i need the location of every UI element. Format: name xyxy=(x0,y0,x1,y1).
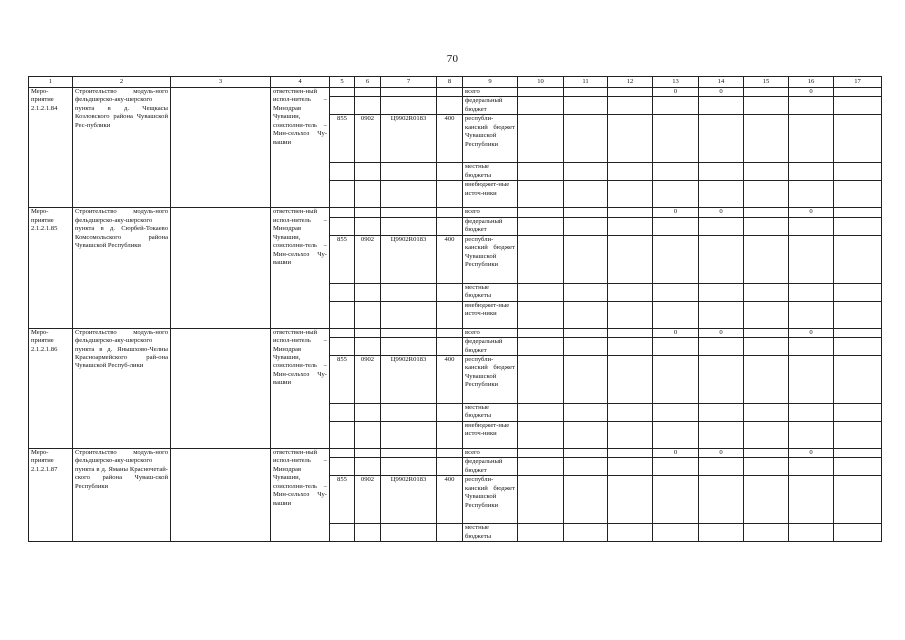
grbs-cell xyxy=(330,448,355,457)
vr-cell xyxy=(437,181,463,208)
value-cell-col15 xyxy=(744,524,789,542)
value-cell-col11 xyxy=(564,217,608,235)
value-cell-col16 xyxy=(789,115,834,163)
vr-cell xyxy=(437,97,463,115)
csr-cell xyxy=(381,301,437,328)
value-cell-col16: 0 xyxy=(789,448,834,457)
vr-cell xyxy=(437,524,463,542)
value-cell-col12 xyxy=(608,355,653,403)
value-cell-col11 xyxy=(564,97,608,115)
table-row xyxy=(29,328,882,337)
header-cell: 9 xyxy=(463,77,518,88)
value-cell-col14: 0 xyxy=(699,208,744,217)
value-cell-col12 xyxy=(608,181,653,208)
value-cell-col17 xyxy=(834,208,882,217)
vr-cell xyxy=(437,283,463,301)
value-cell-col16 xyxy=(789,283,834,301)
value-cell-col12 xyxy=(608,97,653,115)
rzpr-cell xyxy=(355,403,381,421)
value-cell-col13 xyxy=(653,338,699,356)
rzpr-cell xyxy=(355,328,381,337)
value-cell-col16 xyxy=(789,235,834,283)
header-cell: 1 xyxy=(29,77,73,88)
value-cell-col14 xyxy=(699,403,744,421)
value-cell-col14 xyxy=(699,524,744,542)
value-cell-col17 xyxy=(834,403,882,421)
value-cell-col16 xyxy=(789,421,834,448)
value-cell-col15 xyxy=(744,217,789,235)
vr-cell xyxy=(437,448,463,457)
value-cell-col17 xyxy=(834,283,882,301)
rzpr-cell xyxy=(355,97,381,115)
header-cell: 4 xyxy=(271,77,330,88)
value-cell-col15 xyxy=(744,181,789,208)
executor: ответствен-ный испол-нитель – Минздрав Чувашии, соисполни-тель – Мин-сельхоз Чу-вашии xyxy=(271,448,330,541)
value-cell-col14 xyxy=(699,301,744,328)
value-cell-col16 xyxy=(789,97,834,115)
value-cell-col17 xyxy=(834,458,882,476)
value-cell-col16 xyxy=(789,476,834,524)
activity-code: Меро-приятие 2.1.2.1.85 xyxy=(29,208,73,328)
value-cell-col11 xyxy=(564,476,608,524)
grbs-cell xyxy=(330,163,355,181)
activity-description: Строительство модуль-ного фельдшерско-аку-шерского пункта в д. Янышхово-Челны Красноармейского рай-она Чувашской Респуб-лики xyxy=(73,328,171,448)
value-cell-col10 xyxy=(518,403,564,421)
value-cell-col11 xyxy=(564,524,608,542)
value-cell-col11 xyxy=(564,235,608,283)
activity-description: Строительство модуль-ного фельдшерско-аку-шерского пункта в д. Сюрбей-Токаево Комсомольского района Чувашской Республики xyxy=(73,208,171,328)
value-cell-col14 xyxy=(699,338,744,356)
csr-cell: Ц9902R0183 xyxy=(381,476,437,524)
value-cell-col10 xyxy=(518,163,564,181)
funding-source: всего xyxy=(463,208,518,217)
funding-source: внебюджет-ные источ-ники xyxy=(463,301,518,328)
rzpr-cell xyxy=(355,217,381,235)
value-cell-col11 xyxy=(564,301,608,328)
value-cell-col15 xyxy=(744,448,789,457)
value-cell-col17 xyxy=(834,355,882,403)
value-cell-col10 xyxy=(518,115,564,163)
grbs-cell: 855 xyxy=(330,476,355,524)
value-cell-col14 xyxy=(699,421,744,448)
value-cell-col12 xyxy=(608,338,653,356)
vr-cell: 400 xyxy=(437,235,463,283)
value-cell-col15 xyxy=(744,421,789,448)
value-cell-col16 xyxy=(789,181,834,208)
csr-cell xyxy=(381,338,437,356)
funding-source: всего xyxy=(463,328,518,337)
value-cell-col12 xyxy=(608,208,653,217)
activity-code: Меро-приятие 2.1.2.1.86 xyxy=(29,328,73,448)
vr-cell xyxy=(437,421,463,448)
grbs-cell xyxy=(330,421,355,448)
executor: ответствен-ный испол-нитель – Минздрав Чувашии, соисполни-тель – Мин-сельхоз Чу-вашии xyxy=(271,88,330,208)
funding-source: федеральный бюджет xyxy=(463,338,518,356)
csr-cell xyxy=(381,283,437,301)
value-cell-col11 xyxy=(564,163,608,181)
grbs-cell xyxy=(330,524,355,542)
value-cell-col11 xyxy=(564,115,608,163)
csr-cell xyxy=(381,163,437,181)
value-cell-col15 xyxy=(744,458,789,476)
funding-source: местные бюджеты xyxy=(463,524,518,542)
value-cell-col14 xyxy=(699,163,744,181)
value-cell-col11 xyxy=(564,328,608,337)
value-cell-col15 xyxy=(744,328,789,337)
header-row xyxy=(29,77,882,88)
value-cell-col12 xyxy=(608,448,653,457)
value-cell-col15 xyxy=(744,338,789,356)
value-cell-col12 xyxy=(608,115,653,163)
value-cell-col15 xyxy=(744,97,789,115)
value-cell-col14 xyxy=(699,97,744,115)
csr-cell xyxy=(381,208,437,217)
value-cell-col10 xyxy=(518,458,564,476)
value-cell-col17 xyxy=(834,301,882,328)
csr-cell xyxy=(381,403,437,421)
value-cell-col14: 0 xyxy=(699,448,744,457)
csr-cell: Ц9902R0183 xyxy=(381,115,437,163)
value-cell-col12 xyxy=(608,458,653,476)
value-cell-col16 xyxy=(789,301,834,328)
value-cell-col17 xyxy=(834,524,882,542)
rzpr-cell: 0902 xyxy=(355,115,381,163)
csr-cell xyxy=(381,524,437,542)
funding-source: федеральный бюджет xyxy=(463,458,518,476)
value-cell-col16 xyxy=(789,163,834,181)
csr-cell xyxy=(381,421,437,448)
grbs-cell xyxy=(330,458,355,476)
grbs-cell xyxy=(330,328,355,337)
funding-source: федеральный бюджет xyxy=(463,97,518,115)
value-cell-col14: 0 xyxy=(699,88,744,97)
header-cell: 7 xyxy=(381,77,437,88)
grbs-cell xyxy=(330,97,355,115)
header-cell: 17 xyxy=(834,77,882,88)
value-cell-col13 xyxy=(653,421,699,448)
header-cell: 11 xyxy=(564,77,608,88)
csr-cell xyxy=(381,458,437,476)
grbs-cell: 855 xyxy=(330,115,355,163)
value-cell-col15 xyxy=(744,283,789,301)
value-cell-col17 xyxy=(834,448,882,457)
funding-source: федеральный бюджет xyxy=(463,217,518,235)
value-cell-col17 xyxy=(834,421,882,448)
value-cell-col10 xyxy=(518,181,564,208)
activity-code: Меро-приятие 2.1.2.1.84 xyxy=(29,88,73,208)
vr-cell xyxy=(437,338,463,356)
value-cell-col12 xyxy=(608,88,653,97)
value-cell-col11 xyxy=(564,403,608,421)
vr-cell: 400 xyxy=(437,476,463,524)
value-cell-col11 xyxy=(564,355,608,403)
csr-cell xyxy=(381,181,437,208)
value-cell-col10 xyxy=(518,217,564,235)
value-cell-col15 xyxy=(744,208,789,217)
value-cell-col14 xyxy=(699,476,744,524)
funding-source: республи-канский бюджет Чувашской Республики xyxy=(463,115,518,163)
value-cell-col10 xyxy=(518,524,564,542)
grbs-cell xyxy=(330,181,355,208)
activity-description: Строительство модуль-ного фельдшерско-аку-шерского пункта в д. Яманы Красночетай-ского района Чуваш-ской Республики xyxy=(73,448,171,541)
header-cell: 14 xyxy=(699,77,744,88)
grbs-cell xyxy=(330,208,355,217)
header-cell: 13 xyxy=(653,77,699,88)
value-cell-col13: 0 xyxy=(653,88,699,97)
value-cell-col15 xyxy=(744,476,789,524)
value-cell-col13 xyxy=(653,403,699,421)
csr-cell xyxy=(381,217,437,235)
grbs-cell xyxy=(330,338,355,356)
rzpr-cell: 0902 xyxy=(355,235,381,283)
value-cell-col14 xyxy=(699,235,744,283)
value-cell-col10 xyxy=(518,283,564,301)
csr-cell xyxy=(381,97,437,115)
vr-cell xyxy=(437,217,463,235)
rzpr-cell xyxy=(355,421,381,448)
vr-cell: 400 xyxy=(437,115,463,163)
value-cell-col15 xyxy=(744,115,789,163)
value-cell-col17 xyxy=(834,217,882,235)
value-cell-col17 xyxy=(834,115,882,163)
value-cell-col12 xyxy=(608,476,653,524)
rzpr-cell xyxy=(355,163,381,181)
empty-cell-col3 xyxy=(171,448,271,541)
vr-cell xyxy=(437,208,463,217)
rzpr-cell xyxy=(355,448,381,457)
value-cell-col13 xyxy=(653,235,699,283)
table-row xyxy=(29,448,882,457)
value-cell-col13 xyxy=(653,476,699,524)
value-cell-col12 xyxy=(608,524,653,542)
value-cell-col12 xyxy=(608,421,653,448)
rzpr-cell xyxy=(355,283,381,301)
header-cell: 10 xyxy=(518,77,564,88)
value-cell-col17 xyxy=(834,476,882,524)
value-cell-col14 xyxy=(699,355,744,403)
value-cell-col13 xyxy=(653,97,699,115)
rzpr-cell xyxy=(355,338,381,356)
value-cell-col10 xyxy=(518,421,564,448)
executor: ответствен-ный испол-нитель – Минздрав Чувашии, соисполни-тель – Мин-сельхоз Чу-вашии xyxy=(271,328,330,448)
grbs-cell: 855 xyxy=(330,355,355,403)
value-cell-col13 xyxy=(653,458,699,476)
rzpr-cell xyxy=(355,458,381,476)
header-cell: 2 xyxy=(73,77,171,88)
header-cell: 8 xyxy=(437,77,463,88)
csr-cell: Ц9902R0183 xyxy=(381,235,437,283)
value-cell-col15 xyxy=(744,163,789,181)
value-cell-col15 xyxy=(744,88,789,97)
funding-source: республи-канский бюджет Чувашской Республики xyxy=(463,235,518,283)
value-cell-col15 xyxy=(744,235,789,283)
value-cell-col10 xyxy=(518,208,564,217)
value-cell-col13: 0 xyxy=(653,208,699,217)
vr-cell xyxy=(437,458,463,476)
value-cell-col16 xyxy=(789,458,834,476)
rzpr-cell: 0902 xyxy=(355,476,381,524)
funding-source: местные бюджеты xyxy=(463,283,518,301)
value-cell-col12 xyxy=(608,328,653,337)
value-cell-col13 xyxy=(653,217,699,235)
value-cell-col13 xyxy=(653,524,699,542)
rzpr-cell: 0902 xyxy=(355,355,381,403)
table-row xyxy=(29,208,882,217)
value-cell-col12 xyxy=(608,403,653,421)
value-cell-col12 xyxy=(608,217,653,235)
funding-source: местные бюджеты xyxy=(463,403,518,421)
empty-cell-col3 xyxy=(171,328,271,448)
value-cell-col17 xyxy=(834,97,882,115)
vr-cell xyxy=(437,88,463,97)
value-cell-col15 xyxy=(744,355,789,403)
value-cell-col12 xyxy=(608,283,653,301)
value-cell-col13 xyxy=(653,181,699,208)
header-cell: 3 xyxy=(171,77,271,88)
value-cell-col14 xyxy=(699,181,744,208)
vr-cell xyxy=(437,328,463,337)
value-cell-col16: 0 xyxy=(789,328,834,337)
vr-cell xyxy=(437,163,463,181)
rzpr-cell xyxy=(355,88,381,97)
value-cell-col16: 0 xyxy=(789,88,834,97)
value-cell-col13: 0 xyxy=(653,448,699,457)
vr-cell: 400 xyxy=(437,355,463,403)
activity-description: Строительство модуль-ного фельдшерско-аку-шерского пункта в д. Чещкасы Козловского района Чувашской Рес-публики xyxy=(73,88,171,208)
grbs-cell xyxy=(330,217,355,235)
grbs-cell xyxy=(330,283,355,301)
value-cell-col13: 0 xyxy=(653,328,699,337)
value-cell-col16 xyxy=(789,355,834,403)
funding-source: местные бюджеты xyxy=(463,163,518,181)
funding-source: внебюджет-ные источ-ники xyxy=(463,421,518,448)
value-cell-col10 xyxy=(518,476,564,524)
page-number: 70 xyxy=(446,53,459,65)
value-cell-col12 xyxy=(608,235,653,283)
value-cell-col11 xyxy=(564,88,608,97)
value-cell-col17 xyxy=(834,181,882,208)
value-cell-col11 xyxy=(564,338,608,356)
rzpr-cell xyxy=(355,181,381,208)
value-cell-col11 xyxy=(564,181,608,208)
value-cell-col10 xyxy=(518,97,564,115)
value-cell-col10 xyxy=(518,355,564,403)
value-cell-col10 xyxy=(518,301,564,328)
value-cell-col10 xyxy=(518,235,564,283)
value-cell-col15 xyxy=(744,301,789,328)
funding-source: всего xyxy=(463,88,518,97)
funding-source: всего xyxy=(463,448,518,457)
header-cell: 12 xyxy=(608,77,653,88)
executor: ответствен-ный испол-нитель – Минздрав Чувашии, соисполни-тель – Мин-сельхоз Чу-вашии xyxy=(271,208,330,328)
value-cell-col10 xyxy=(518,88,564,97)
value-cell-col13 xyxy=(653,301,699,328)
vr-cell xyxy=(437,403,463,421)
header-cell: 5 xyxy=(330,77,355,88)
funding-source: внебюджет-ные источ-ники xyxy=(463,181,518,208)
value-cell-col17 xyxy=(834,88,882,97)
value-cell-col11 xyxy=(564,208,608,217)
csr-cell: Ц9902R0183 xyxy=(381,355,437,403)
grbs-cell: 855 xyxy=(330,235,355,283)
value-cell-col14 xyxy=(699,217,744,235)
value-cell-col16: 0 xyxy=(789,208,834,217)
value-cell-col13 xyxy=(653,283,699,301)
empty-cell-col3 xyxy=(171,88,271,208)
value-cell-col10 xyxy=(518,338,564,356)
header-cell: 15 xyxy=(744,77,789,88)
value-cell-col11 xyxy=(564,421,608,448)
value-cell-col17 xyxy=(834,338,882,356)
value-cell-col13 xyxy=(653,115,699,163)
grbs-cell xyxy=(330,403,355,421)
value-cell-col16 xyxy=(789,524,834,542)
header-cell: 16 xyxy=(789,77,834,88)
value-cell-col17 xyxy=(834,235,882,283)
value-cell-col11 xyxy=(564,283,608,301)
activity-code: Меро-приятие 2.1.2.1.87 xyxy=(29,448,73,541)
grbs-cell xyxy=(330,88,355,97)
value-cell-col10 xyxy=(518,328,564,337)
rzpr-cell xyxy=(355,301,381,328)
value-cell-col13 xyxy=(653,163,699,181)
value-cell-col14: 0 xyxy=(699,328,744,337)
vr-cell xyxy=(437,301,463,328)
value-cell-col17 xyxy=(834,328,882,337)
budget-table xyxy=(28,76,882,542)
value-cell-col10 xyxy=(518,448,564,457)
value-cell-col14 xyxy=(699,115,744,163)
funding-source: республи-канский бюджет Чувашской Республики xyxy=(463,476,518,524)
value-cell-col16 xyxy=(789,338,834,356)
csr-cell xyxy=(381,88,437,97)
rzpr-cell xyxy=(355,208,381,217)
value-cell-col13 xyxy=(653,355,699,403)
funding-source: республи-канский бюджет Чувашской Республики xyxy=(463,355,518,403)
value-cell-col15 xyxy=(744,403,789,421)
value-cell-col16 xyxy=(789,403,834,421)
grbs-cell xyxy=(330,301,355,328)
csr-cell xyxy=(381,328,437,337)
value-cell-col12 xyxy=(608,163,653,181)
value-cell-col16 xyxy=(789,217,834,235)
value-cell-col14 xyxy=(699,283,744,301)
value-cell-col14 xyxy=(699,458,744,476)
empty-cell-col3 xyxy=(171,208,271,328)
header-cell: 6 xyxy=(355,77,381,88)
value-cell-col11 xyxy=(564,448,608,457)
value-cell-col12 xyxy=(608,301,653,328)
rzpr-cell xyxy=(355,524,381,542)
value-cell-col17 xyxy=(834,163,882,181)
table-row xyxy=(29,88,882,97)
csr-cell xyxy=(381,448,437,457)
value-cell-col11 xyxy=(564,458,608,476)
